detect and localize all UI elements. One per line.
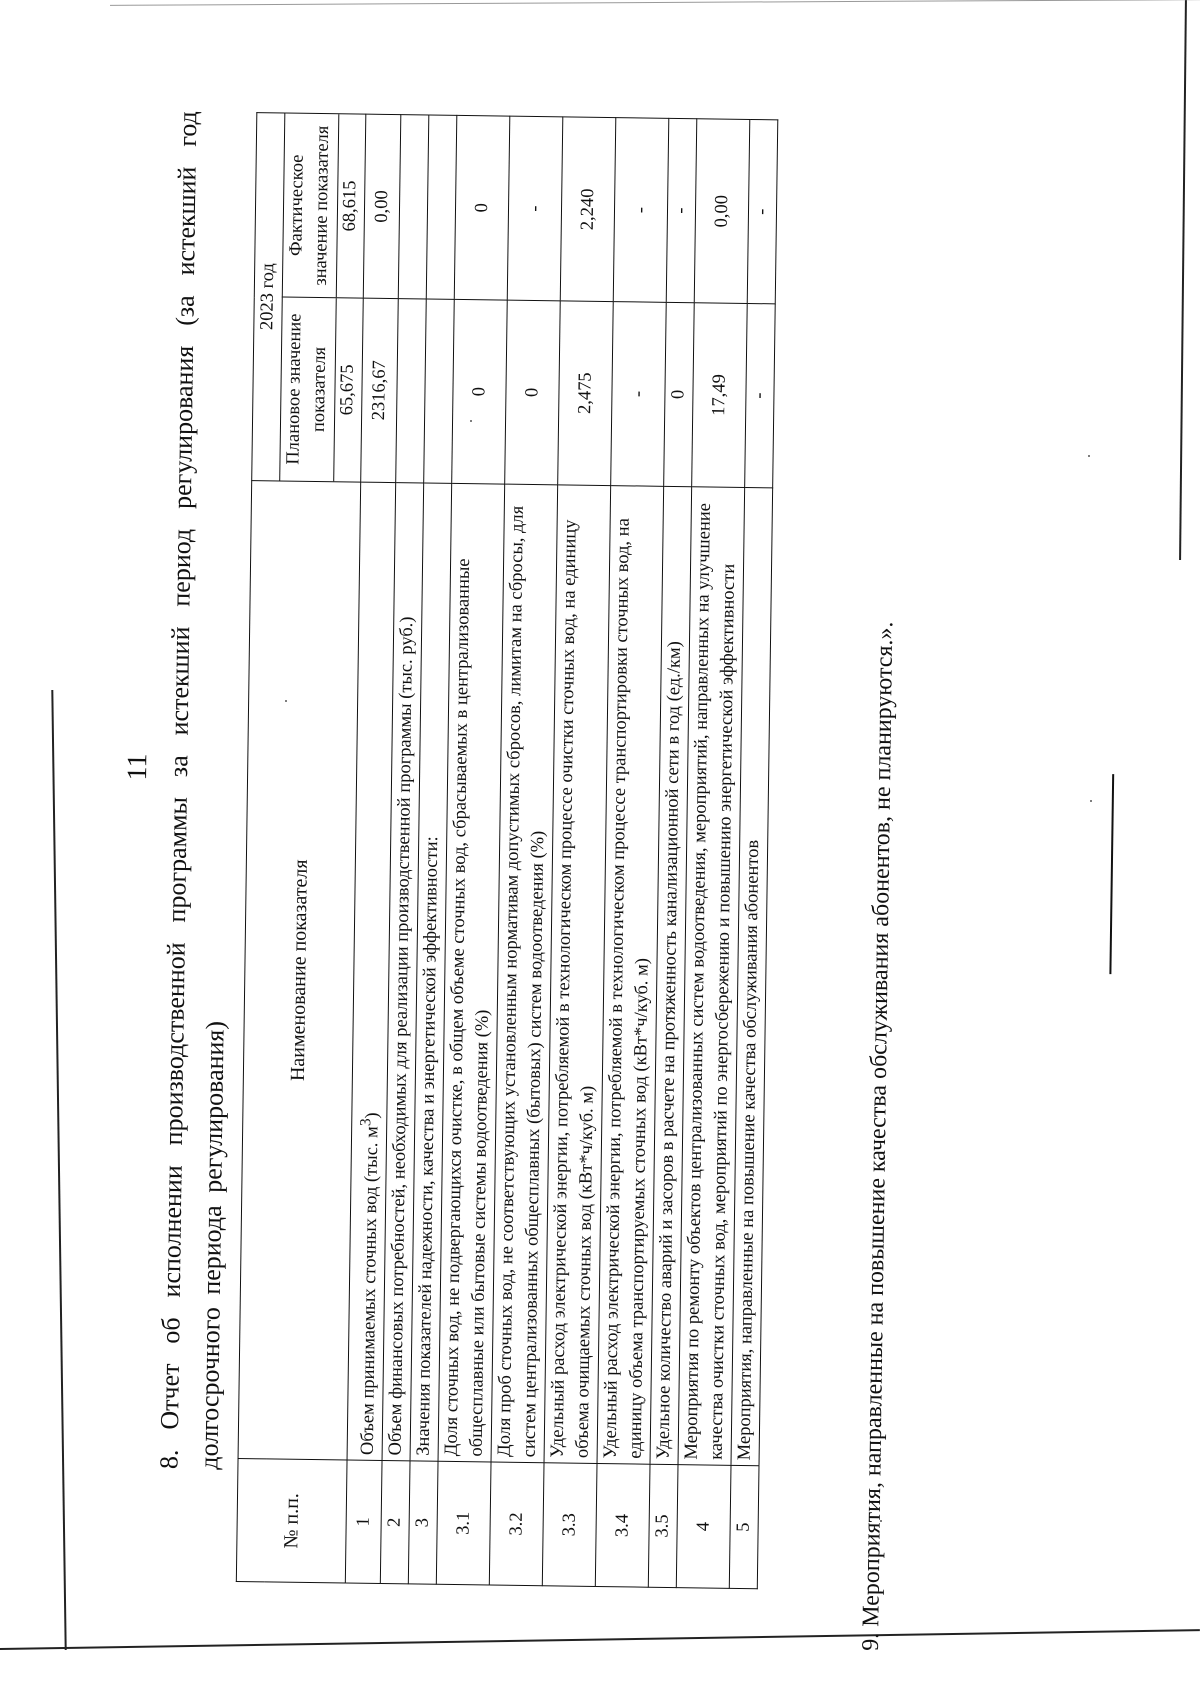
- row-name: Доля сточных вод, не подвергающихся очистке, в общем объеме сточных вод, сбрасываемых в централизованные общесплавные или бытовые системы водоотведения (%): [438, 483, 505, 1462]
- row-plan: -: [745, 304, 776, 488]
- row-num: 3.4: [595, 1464, 650, 1588]
- row-name: Удельный расход электрической энергии, потребляемой в технологическом процессе транспортировки сточных вод, на единицу объема транспортируемых сточных вод (кВт*ч/куб. м): [597, 485, 664, 1464]
- header-plan-value: 65,675: [333, 298, 362, 481]
- row-num: 5: [729, 1466, 759, 1589]
- row-fact: [398, 115, 429, 300]
- production-program-report-table: [236, 112, 779, 1589]
- row-name: Доля проб сточных вод, не соответствующих установленным нормативам допустимых сбросов, лимитам на сбросы, для систем централизованных общесплавных (бытовых) систем водоотведения (%): [491, 484, 558, 1463]
- header-plan-label: Плановое значение показателя: [283, 313, 331, 465]
- row-name-text: Объем принимаемых сточных вод (тыс. м: [357, 1126, 383, 1456]
- row-name: Объем финансовых потребностей, необходимых для реализации производственной программы (тыс. руб.): [382, 482, 424, 1461]
- row-fact: -: [666, 118, 697, 303]
- row-plan: [396, 299, 427, 483]
- header-fact-value: 68,615: [336, 114, 365, 298]
- document-page: [95, 110, 1200, 1656]
- header-plan: [280, 297, 364, 482]
- row-plan: 17,49: [692, 303, 748, 487]
- section-8-text: 8. Отчет об исполнении производственной программы за истекший период регулирования (за истекший год долгосрочного периода регулирования): [154, 110, 230, 1470]
- row-name-suffix: ): [362, 1112, 383, 1119]
- row-num: 2: [380, 1461, 410, 1584]
- row-name: Удельный расход электрической энергии, потребляемой в технологическом процессе очистки сточных вод, на единицу объема очищаемых сточных вод (кВт*ч/куб. м): [544, 485, 611, 1464]
- header-fact: [282, 113, 366, 298]
- row-fact: -: [507, 116, 563, 301]
- row-fact: -: [613, 118, 669, 303]
- row-name: Мероприятия по ремонту объектов централизованных систем водоотведения, мероприятий, направленных на улучшение качества очистки сточных вод, мероприятий по энергосбережению и повышению энергетической эффективности: [678, 486, 745, 1465]
- row-num: 3.3: [542, 1463, 597, 1587]
- row-plan: 0: [505, 300, 561, 484]
- row-plan: [424, 299, 455, 483]
- row-name: Мероприятия, направленные на повышение качества обслуживания абонентов: [731, 487, 773, 1466]
- row-plan: 0: [452, 300, 508, 484]
- row-num: 3.1: [436, 1461, 491, 1585]
- row-num: 4: [676, 1465, 731, 1589]
- row-num: 3: [408, 1461, 438, 1584]
- row-plan: 2316,67: [361, 298, 399, 482]
- row-fact: 2,240: [560, 117, 616, 302]
- row-num: 3.5: [648, 1464, 678, 1587]
- row-fact: -: [747, 119, 778, 304]
- row-name: Значения показателей надежности, качества и энергетической эффективности:: [410, 483, 452, 1462]
- scan-edge-top: [110, 0, 1200, 6]
- row-plan: -: [611, 302, 667, 486]
- header-year: 2023 год: [252, 113, 285, 481]
- row-name-superscript: 3: [357, 1118, 375, 1127]
- closing-rule: [1109, 774, 1114, 974]
- row-fact: [426, 115, 457, 300]
- row-plan: 0: [664, 303, 695, 487]
- row-fact: 0,00: [694, 119, 750, 304]
- section-9-text: 9. Мероприятия, направленные на повышение качества обслуживания абонентов, не планируются.».: [857, 621, 899, 1652]
- page-number: 11: [122, 753, 154, 781]
- row-plan: 2,475: [558, 301, 614, 485]
- row-name: Удельное количество аварий и засоров в расчете на протяженность канализационной сети в год (ед./км): [650, 486, 692, 1465]
- scan-edge-left: [51, 690, 66, 1650]
- section-8-heading: [147, 111, 248, 1642]
- row-num: 1: [345, 1460, 382, 1583]
- row-fact: 0,00: [363, 114, 401, 299]
- header-fact-label: Фактическое значение показателя: [286, 125, 334, 286]
- row-fact: 0: [454, 115, 510, 300]
- row-num: 3.2: [489, 1462, 544, 1586]
- header-name: Наименование показателя: [238, 480, 361, 1460]
- header-num: № п.п.: [236, 1459, 347, 1583]
